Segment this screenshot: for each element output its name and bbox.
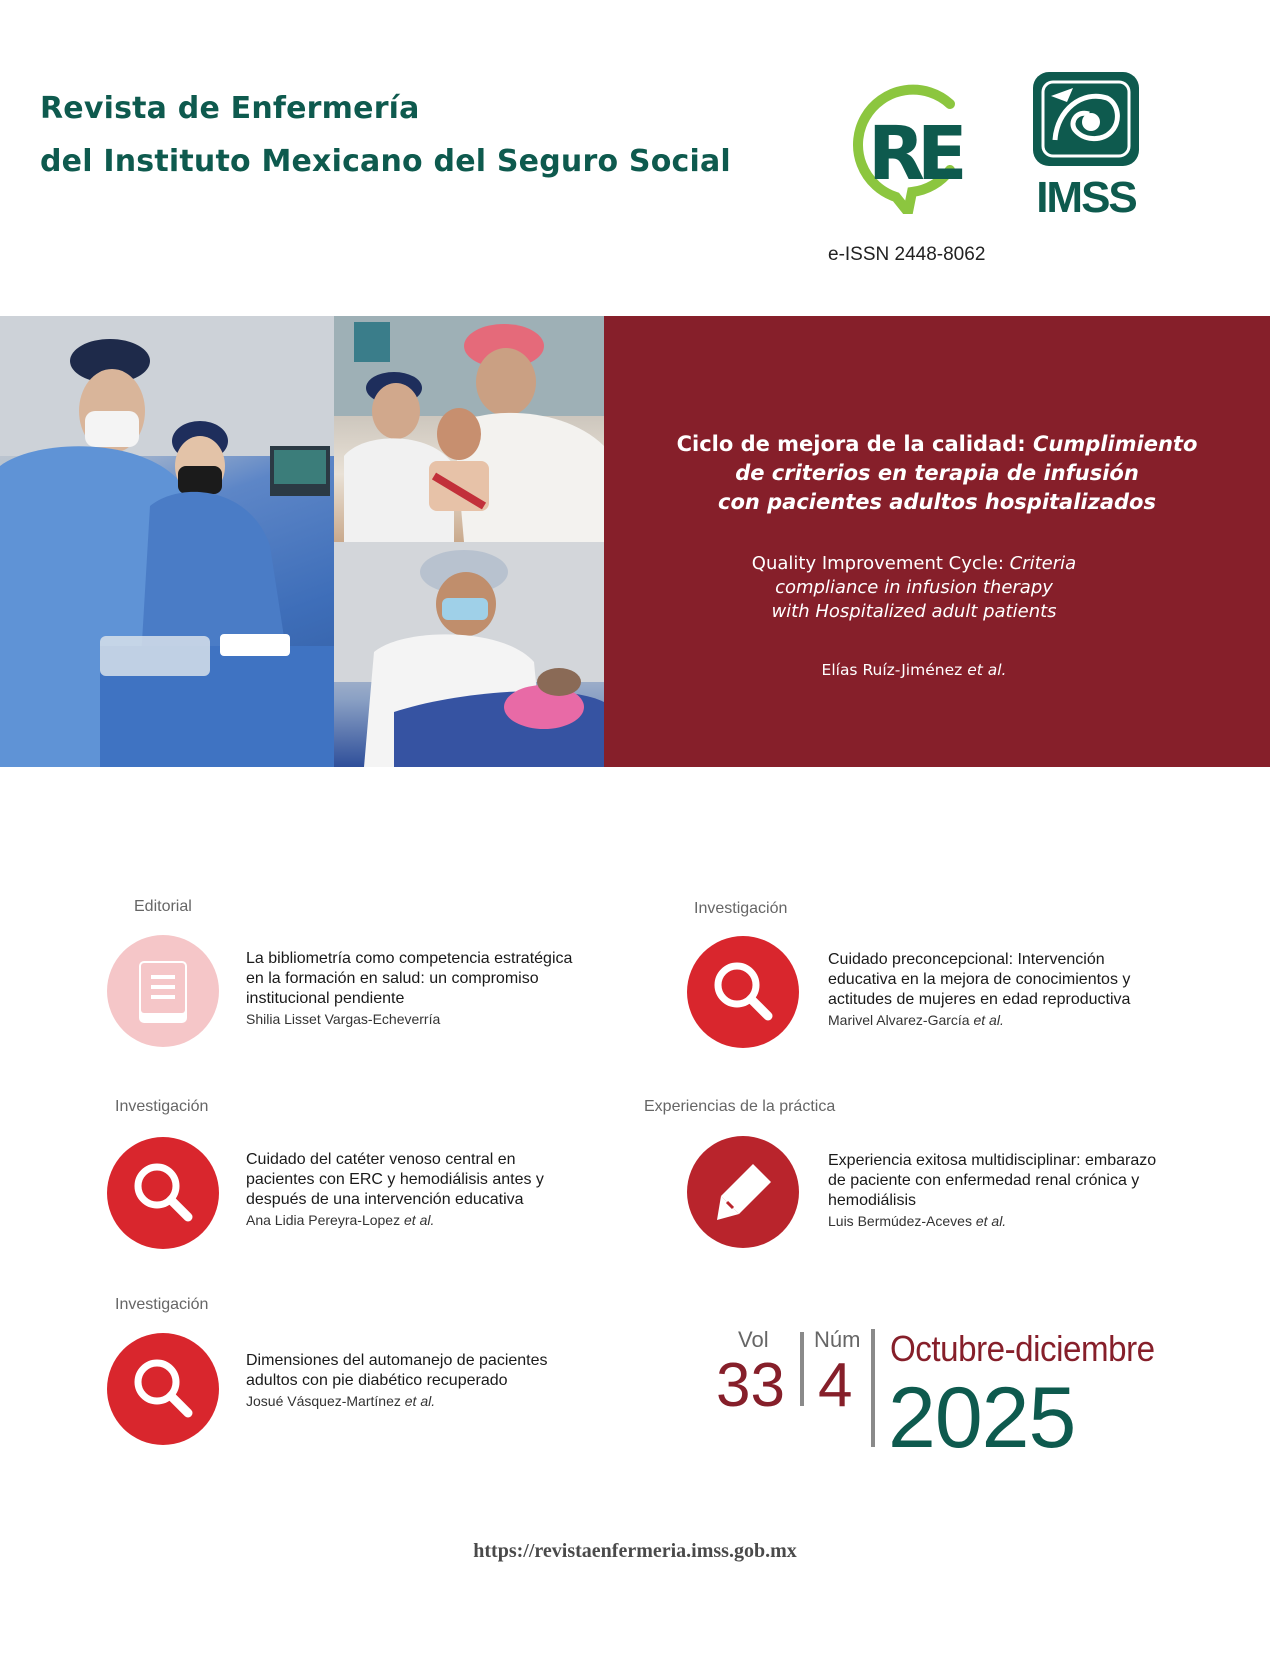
volume-label: Vol [738, 1327, 769, 1352]
divider-vol-num [800, 1332, 804, 1406]
article-1-author-name: Shilia Lisset Vargas-Echeverría [246, 1011, 441, 1027]
featured-title-en [604, 552, 1224, 624]
article-1-title-line2: en la formación en salud: un compromiso [246, 970, 539, 987]
issue-number: 4 [818, 1351, 853, 1420]
pencil-icon [687, 1136, 799, 1248]
article-2-icon-circle[interactable] [687, 936, 799, 1048]
photo-nursing-training [334, 316, 604, 542]
number-label: Núm [814, 1327, 861, 1352]
search-icon [687, 936, 799, 1048]
article-3-author-name: Ana Lidia Pereyra-Lopez [246, 1212, 401, 1228]
section-label-experiencias: Experiencias de la práctica [644, 1098, 836, 1115]
article-2[interactable] [828, 950, 1188, 1030]
journal-title [40, 82, 731, 188]
search-icon [107, 1137, 219, 1249]
journal-url[interactable]: https://revistaenfermeria.imss.gob.mx [473, 1540, 797, 1562]
article-5-title-line2: adultos con pie diabético recuperado [246, 1372, 508, 1389]
featured-title-en-italic-1: Criteria [1009, 553, 1077, 574]
article-4-author-name: Luis Bermúdez-Aceves [828, 1213, 972, 1229]
article-4-icon-circle[interactable] [687, 1136, 799, 1248]
article-5-author-suffix: et al. [404, 1393, 436, 1409]
article-2-title-line1: Cuidado preconcepcional: Intervención [828, 951, 1105, 968]
photo-surgery-team [0, 316, 334, 767]
issn: e-ISSN 2448-8062 [828, 244, 986, 265]
featured-title-es[interactable] [604, 430, 1270, 517]
imss-logo-text: IMSS [1036, 173, 1136, 220]
article-1-title-line3: institucional pendiente [246, 990, 405, 1007]
article-2-author [828, 1010, 1188, 1030]
article-2-author-name: Marivel Alvarez-García [828, 1012, 970, 1028]
featured-title-es-italic-2: de criterios en terapia de infusión [735, 461, 1139, 485]
article-1-icon-circle[interactable] [107, 935, 219, 1047]
imss-logo [1027, 70, 1147, 220]
article-5-author [246, 1391, 596, 1411]
article-2-title-line3: actitudes de mujeres en edad reproductiva [828, 991, 1131, 1008]
featured-title-es-plain: Ciclo de mejora de la calidad: [676, 432, 1026, 456]
article-4-title-line2: de paciente con enfermedad renal crónica y [828, 1172, 1140, 1189]
issue-period: Octubre-diciembre [890, 1328, 1155, 1369]
article-1[interactable] [246, 949, 596, 1029]
article-3-icon-circle[interactable] [107, 1137, 219, 1249]
article-5[interactable] [246, 1351, 596, 1411]
featured-title-en-italic-2: compliance in infusion therapy [775, 577, 1053, 598]
featured-title-es-italic-3: con pacientes adultos hospitalizados [718, 490, 1156, 514]
featured-author-suffix: et al. [967, 661, 1007, 679]
article-4-title-line3: hemodiálisis [828, 1192, 917, 1209]
featured-article-panel [604, 316, 1270, 767]
book-icon [107, 935, 219, 1047]
featured-article[interactable] [0, 316, 1270, 767]
article-1-author [246, 1009, 596, 1029]
section-label-editorial: Editorial [134, 898, 192, 915]
section-label-investigacion-1: Investigación [694, 900, 788, 917]
article-3-author-suffix: et al. [404, 1212, 435, 1228]
featured-author [604, 661, 1224, 679]
article-4-author-suffix: et al. [975, 1213, 1007, 1229]
article-3-title-line3: después de una intervención educativa [246, 1191, 524, 1208]
section-label-investigacion-2: Investigación [115, 1098, 209, 1115]
article-5-icon-circle[interactable] [107, 1333, 219, 1445]
featured-author-name: Elías Ruíz-Jiménez [821, 661, 963, 679]
re-logo [838, 64, 978, 214]
issue-year: 2025 [888, 1370, 1076, 1466]
featured-title-en-italic-3: with Hospitalized adult patients [771, 601, 1057, 622]
divider-num-date [871, 1329, 875, 1447]
article-3-title-line1: Cuidado del catéter venoso central en [246, 1151, 516, 1168]
article-4[interactable] [828, 1151, 1188, 1231]
journal-title-line1: Revista de Enfermería [40, 91, 420, 126]
article-5-title-line1: Dimensiones del automanejo de pacientes [246, 1352, 548, 1369]
article-2-author-suffix: et al. [973, 1012, 1004, 1028]
article-1-title-line1: La bibliometría como competencia estratégica [246, 950, 573, 967]
volume-number: 33 [716, 1351, 785, 1420]
article-3-author [246, 1210, 596, 1230]
article-5-author-name: Josué Vásquez-Martínez [246, 1393, 401, 1409]
featured-title-en-plain: Quality Improvement Cycle: [751, 553, 1004, 574]
featured-title-es-italic-1: Cumplimiento [1032, 432, 1198, 456]
re-logo-text: RE [868, 111, 960, 197]
photo-catheter-care [334, 542, 604, 767]
article-3-title-line2: pacientes con ERC y hemodiálisis antes y [246, 1171, 544, 1188]
journal-title-line2: del Instituto Mexicano del Seguro Social [40, 144, 731, 179]
article-2-title-line2: educativa en la mejora de conocimientos y [828, 971, 1131, 988]
section-label-investigacion-3: Investigación [115, 1296, 209, 1313]
article-3[interactable] [246, 1150, 596, 1230]
search-icon [107, 1333, 219, 1445]
article-4-author [828, 1211, 1188, 1231]
article-4-title-line1: Experiencia exitosa multidisciplinar: embarazo [828, 1152, 1157, 1169]
